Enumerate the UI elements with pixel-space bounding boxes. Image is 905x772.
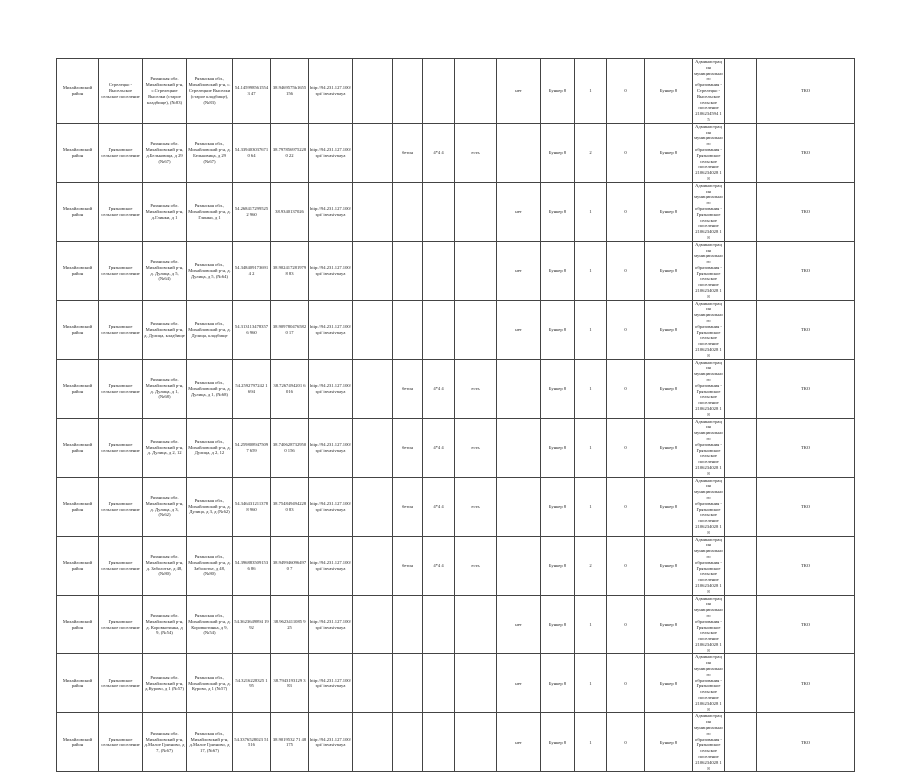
cell-bin-count: 2 <box>575 123 607 182</box>
cell-surface <box>393 654 423 713</box>
cell-covering: нет <box>497 300 541 359</box>
cell-area <box>423 713 455 772</box>
cell-fence: есть <box>455 477 497 536</box>
empty-cell <box>725 654 757 713</box>
empty-cell <box>353 477 393 536</box>
cell-location: Рязанская обл., Михайловский р-н, д. Дулица, д 3, д (№62) <box>187 477 233 536</box>
empty-cell <box>353 418 393 477</box>
cell-owner: Администрация муниципального образования - Грязновское сельское поселение 2106234028 1 8 <box>694 182 723 240</box>
cell-bin-type: Бункер 8 <box>541 123 575 182</box>
table-row <box>57 359 855 418</box>
cell-covering <box>497 359 541 418</box>
cell-location: Рязанская обл., Михайловский р-н, д. Заболотье, д 48, (№80) <box>187 536 233 595</box>
table-row <box>57 182 855 241</box>
cell-settlement: Грязновское сельское поселение <box>99 182 143 241</box>
empty-cell <box>725 59 757 124</box>
cell-fence <box>455 595 497 654</box>
cell-area <box>423 182 455 241</box>
cell-settlement: Грязновское сельское поселение <box>99 477 143 536</box>
cell-bin-type2: Бункер 8 <box>645 654 693 713</box>
cell-address: Рязанская обл. Михайловский р-н, д. Дулица, д 2, 12 <box>143 418 187 477</box>
cell-bin-type2: Бункер 8 <box>645 241 693 300</box>
cell-lat: 54.3623649894 19 92 <box>233 595 271 654</box>
cell-lon: 38.7406287329500 156 <box>271 418 309 477</box>
cell-address: Рязанская обл. Михайловский р-н, д. Дулица, д 5, (№64) <box>143 241 187 300</box>
cell-link: http://94.231.127.100/ spt/ invasivnaya <box>309 182 353 241</box>
cell-surface <box>393 59 423 124</box>
cell-link: http://94.231.127.100/ spt/ invasivnaya <box>309 359 353 418</box>
cell-location: Рязанская обл., Михайловский р-н, д. Глинки, д 1 <box>187 182 233 241</box>
cell-lon: 38.7267494201 6 016 <box>271 359 309 418</box>
cell-fence: есть <box>455 123 497 182</box>
cell-bin-volume: 0 <box>607 536 645 595</box>
cell-bin-type2: Бункер 8 <box>645 300 693 359</box>
cell-area <box>423 241 455 300</box>
cell-bin-volume: 0 <box>607 418 645 477</box>
cell-owner: Администрация муниципального образования - Грязновское сельское поселение 2106234028 1 8 <box>694 418 723 476</box>
cell-district: Михайловский район <box>57 654 99 713</box>
cell-bin-type: Бункер 8 <box>541 654 575 713</box>
empty-cell <box>353 59 393 124</box>
cell-bin-type: Бункер 8 <box>541 300 575 359</box>
cell-bin-type2: Бункер 8 <box>645 595 693 654</box>
empty-cell <box>353 182 393 241</box>
cell-link: http://94.231.127.100/ spt/ invasivnaya <box>309 59 353 124</box>
cell-lat: 54.3968835091536 86 <box>233 536 271 595</box>
cell-lat: 54.3216228325 1 95 <box>233 654 271 713</box>
cell-link: http://94.231.127.100/ spt/ invasivnaya <box>309 536 353 595</box>
cell-bin-count: 1 <box>575 595 607 654</box>
cell-bin-volume: 0 <box>607 654 645 713</box>
cell-lat: 54.2684172995252 960 <box>233 182 271 241</box>
cell-district: Михайловский район <box>57 359 99 418</box>
cell-address: Рязанская обл. Михайловский р-н, д. Дулица, д 3, (№62) <box>143 477 187 536</box>
cell-covering: нет <box>497 654 541 713</box>
cell-covering <box>497 536 541 595</box>
cell-bin-volume: 0 <box>607 300 645 359</box>
cell-settlement: Грязновское сельское поселение <box>99 123 143 182</box>
cell-surface: бетон <box>393 359 423 418</box>
cell-settlement: Грязновское сельское поселение <box>99 300 143 359</box>
cell-district: Михайловский район <box>57 123 99 182</box>
cell-location: Рязанская обл., Михайловский р-н, д. Дулица, д 5, (№64) <box>187 241 233 300</box>
cell-bin-type2: Бункер 8 <box>645 359 693 418</box>
cell-surface: бетон <box>393 418 423 477</box>
cell-bin-type: Бункер 8 <box>541 359 575 418</box>
cell-lat: 54.3131134783576 960 <box>233 300 271 359</box>
cell-area: 4*4 4 <box>423 123 455 182</box>
cell-settlement: Грязновское сельское поселение <box>99 536 143 595</box>
cell-sources: ТКО <box>757 182 855 241</box>
cell-lon: 38.9340137026 <box>271 182 309 241</box>
cell-area: 4*4 4 <box>423 418 455 477</box>
cell-surface: бетон <box>393 123 423 182</box>
cell-district: Михайловский район <box>57 182 99 241</box>
cell-sources: ТКО <box>757 654 855 713</box>
cell-settlement: Грязновское сельское поселение <box>99 359 143 418</box>
cell-area: 4*4 4 <box>423 536 455 595</box>
cell-sources: ТКО <box>757 713 855 772</box>
cell-location: Рязанская обл., Михайловский р-н, д.Малое Грязново, д 17, (№67) <box>187 713 233 772</box>
empty-cell <box>353 595 393 654</box>
cell-covering: нет <box>497 59 541 124</box>
cell-fence <box>455 654 497 713</box>
cell-bin-count: 1 <box>575 241 607 300</box>
empty-cell <box>725 713 757 772</box>
cell-sources: ТКО <box>757 300 855 359</box>
cell-surface <box>393 241 423 300</box>
cell-covering: нет <box>497 241 541 300</box>
cell-fence: есть <box>455 359 497 418</box>
cell-bin-volume: 0 <box>607 477 645 536</box>
empty-cell <box>353 536 393 595</box>
cell-sources: ТКО <box>757 241 855 300</box>
cell-bin-type2: Бункер 8 <box>645 182 693 241</box>
table-row <box>57 713 855 772</box>
cell-fence <box>455 300 497 359</box>
cell-fence: есть <box>455 418 497 477</box>
cell-owner: Администрация муниципального образования - Грязновское сельское поселение 2106234028 1 8 <box>694 241 723 299</box>
cell-owner: Администрация муниципального образования - Грязновское сельское поселение 2106234028 1 8 <box>694 595 723 653</box>
cell-fence <box>455 713 497 772</box>
cell-surface <box>393 182 423 241</box>
cell-bin-type2: Бункер 8 <box>645 59 693 124</box>
cell-bin-count: 1 <box>575 654 607 713</box>
cell-lon: 38.9623411085 9 25 <box>271 595 309 654</box>
cell-lon: 38.9019532 71 48 175 <box>271 713 309 772</box>
cell-link: http://94.231.127.100/ spt/ invasivnaya <box>309 241 353 300</box>
cell-settlement: Грязновское сельское поселение <box>99 241 143 300</box>
table-row <box>57 477 855 536</box>
cell-area <box>423 59 455 124</box>
cell-covering <box>497 418 541 477</box>
cell-bin-type: Бункер 8 <box>541 182 575 241</box>
cell-surface <box>393 595 423 654</box>
cell-bin-count: 1 <box>575 59 607 124</box>
cell-bin-type2: Бункер 8 <box>645 123 693 182</box>
cell-owner: Администрация муниципального образования - Грязновское сельское поселение 2106234028 1 8 <box>694 477 723 535</box>
cell-location: Рязанская обл., Михайловский р-н, д. Коровкотинка, д 9, (№54) <box>187 595 233 654</box>
cell-address: Рязанская обл. Михайловский р-н, с.Стрелецкие Выселки (старое кладбище), (№83) <box>143 59 187 124</box>
cell-lon: 38.7943193129 3 83 <box>271 654 309 713</box>
empty-cell <box>725 123 757 182</box>
cell-owner: Администрация муниципального образования - Грязновское сельское поселение 2106234028 1 8 <box>694 300 723 358</box>
cell-bin-volume: 0 <box>607 359 645 418</box>
cell-covering: нет <box>497 182 541 241</box>
cell-location: Рязанская обл., Михайловский р-н, д. Дулица, д 2, 12 <box>187 418 233 477</box>
cell-bin-volume: 0 <box>607 595 645 654</box>
empty-cell <box>725 536 757 595</box>
cell-link: http://94.231.127.100/ spt/ invasivnaya <box>309 477 353 536</box>
cell-fence <box>455 241 497 300</box>
cell-bin-type: Бункер 8 <box>541 477 575 536</box>
empty-cell <box>725 477 757 536</box>
cell-settlement: Грязновское сельское поселение <box>99 595 143 654</box>
cell-fence: есть <box>455 536 497 595</box>
cell-bin-type2: Бункер 8 <box>645 713 693 772</box>
cell-area <box>423 300 455 359</box>
cell-link: http://94.231.127.100/ spt/ invasivnaya <box>309 654 353 713</box>
cell-bin-count: 1 <box>575 713 607 772</box>
cell-lat: 54.3484091736914 2 <box>233 241 271 300</box>
cell-covering: нет <box>497 595 541 654</box>
empty-cell <box>353 300 393 359</box>
cell-district: Михайловский район <box>57 477 99 536</box>
cell-area <box>423 654 455 713</box>
cell-lat: 54.3464312113788 960 <box>233 477 271 536</box>
cell-district: Михайловский район <box>57 595 99 654</box>
cell-address: Рязанская обл. Михайловский р-н, д.Курово, д 1 (№57) <box>143 654 187 713</box>
cell-link: http://94.231.127.100/ spt/ invasivnaya <box>309 123 353 182</box>
cell-address: Рязанская обл. Михайловский р-н, д.Глинки, д 1 <box>143 182 187 241</box>
empty-cell <box>725 418 757 477</box>
cell-settlement: Грязновское сельское поселение <box>99 654 143 713</box>
cell-address: Рязанская обл. Михайловский р-н, д. Дулица, д 1, (№68) <box>143 359 187 418</box>
cell-bin-count: 1 <box>575 300 607 359</box>
empty-cell <box>353 359 393 418</box>
cell-lat: 54.2592797242 1 694 <box>233 359 271 418</box>
cell-bin-volume: 0 <box>607 59 645 124</box>
cell-owner: Администрация муниципального образования - Грязновское сельское поселение 2106234028 1 8 <box>694 536 723 594</box>
cell-district: Михайловский район <box>57 536 99 595</box>
cell-lat: 54.1459985615543 47 <box>233 59 271 124</box>
cell-bin-volume: 0 <box>607 713 645 772</box>
cell-lon: 38.9097804765820 17 <box>271 300 309 359</box>
cell-bin-count: 1 <box>575 418 607 477</box>
cell-area <box>423 595 455 654</box>
cell-sources: ТКО <box>757 536 855 595</box>
table-row <box>57 418 855 477</box>
empty-cell <box>353 123 393 182</box>
table-row <box>57 654 855 713</box>
cell-covering <box>497 123 541 182</box>
cell-sources: ТКО <box>757 477 855 536</box>
empty-cell <box>725 359 757 418</box>
cell-location: Рязанская обл., Михайловский р-н, д. Бельковица, д 29 (№67) <box>187 123 233 182</box>
cell-link: http://94.231.127.100/ spt/ invasivnaya <box>309 713 353 772</box>
cell-lon: 38.7548494942280 83 <box>271 477 309 536</box>
cell-bin-type2: Бункер 8 <box>645 477 693 536</box>
cell-bin-type2: Бункер 8 <box>645 418 693 477</box>
cell-covering: нет <box>497 713 541 772</box>
cell-bin-type2: Бункер 8 <box>645 536 693 595</box>
cell-address: Рязанская обл. Михайловский р-н, д. Дулица, кладбище <box>143 300 187 359</box>
cell-bin-count: 1 <box>575 182 607 241</box>
cell-sources: ТКО <box>757 359 855 418</box>
cell-bin-type: Бункер 8 <box>541 418 575 477</box>
cell-owner: Администрация муниципального образования - Грязновское сельское поселение 2106234028 1 8 <box>694 123 723 181</box>
cell-fence <box>455 59 497 124</box>
cell-district: Михайловский район <box>57 418 99 477</box>
empty-cell <box>725 182 757 241</box>
empty-cell <box>725 595 757 654</box>
cell-sources: ТКО <box>757 418 855 477</box>
cell-location: Рязанская обл., Михайловский р-н, с. Стрелецкие Выселки (старое кладбище), (№83) <box>187 59 233 124</box>
cell-settlement: Грязновское сельское поселение <box>99 713 143 772</box>
cell-bin-type: Бункер 8 <box>541 536 575 595</box>
cell-lat: 54.2598089475097 659 <box>233 418 271 477</box>
cell-fence <box>455 182 497 241</box>
cell-lat: 54.3376528023 51 516 <box>233 713 271 772</box>
cell-district: Михайловский район <box>57 300 99 359</box>
table-body <box>57 59 855 772</box>
cell-surface <box>393 713 423 772</box>
cell-settlement: Стрелецко - Высельское сельское поселение <box>99 59 143 124</box>
cell-address: Рязанская обл. Михайловский р-н, д.Малое Грязново, д 7, (№67) <box>143 713 187 772</box>
cell-owner: Администрация муниципального образования - Стрелецко - Высельское сельское поселение 2106234594 1 5 <box>694 59 723 122</box>
cell-bin-volume: 0 <box>607 241 645 300</box>
table-row <box>57 595 855 654</box>
cell-location: Рязанская обл., Михайловский р-н, д. Дулица, д 1, (№68) <box>187 359 233 418</box>
cell-location: Рязанская обл., Михайловский р-н, д. Дулица, кладбище <box>187 300 233 359</box>
empty-cell <box>725 300 757 359</box>
table-row <box>57 123 855 182</box>
cell-sources: ТКО <box>757 595 855 654</box>
cell-bin-count: 1 <box>575 359 607 418</box>
cell-lon: 38.9499460964970 7 <box>271 536 309 595</box>
empty-cell <box>353 713 393 772</box>
cell-bin-count: 1 <box>575 477 607 536</box>
cell-location: Рязанская обл., Михайловский р-н, д. Курово, д 1 (№57) <box>187 654 233 713</box>
cell-sources: ТКО <box>757 123 855 182</box>
cell-bin-type: Бункер 8 <box>541 59 575 124</box>
cell-lon: 38.7978569752280 22 <box>271 123 309 182</box>
cell-district: Михайловский район <box>57 713 99 772</box>
table-row <box>57 59 855 124</box>
cell-area: 4*4 4 <box>423 477 455 536</box>
cell-sources: ТКО <box>757 59 855 124</box>
cell-bin-type: Бункер 8 <box>541 241 575 300</box>
cell-settlement: Грязновское сельское поселение <box>99 418 143 477</box>
registry-table <box>56 58 855 772</box>
cell-bin-type: Бункер 8 <box>541 713 575 772</box>
cell-owner: Администрация муниципального образования - Грязновское сельское поселение 2106234028 1 8 <box>694 359 723 417</box>
cell-district: Михайловский район <box>57 59 99 124</box>
empty-cell <box>353 654 393 713</box>
cell-bin-volume: 0 <box>607 123 645 182</box>
cell-district: Михайловский район <box>57 241 99 300</box>
table-row <box>57 241 855 300</box>
cell-address: Рязанская обл. Михайловский р-н, д. Коровкотинка, д 9, (№54) <box>143 595 187 654</box>
cell-lat: 54.3394030376710 64 <box>233 123 271 182</box>
cell-lon: 38.9469575b1655 156 <box>271 59 309 124</box>
table-row <box>57 536 855 595</box>
cell-surface: бетон <box>393 477 423 536</box>
cell-link: http://94.231.127.100/ spt/ invasivnaya <box>309 300 353 359</box>
cell-owner: Администрация муниципального образования - Грязновское сельское поселение 2106234028 1 8 <box>694 654 723 712</box>
cell-lon: 38.9024172819798 83 <box>271 241 309 300</box>
empty-cell <box>725 241 757 300</box>
cell-owner: Администрация муниципального образования - Грязновское сельское поселение 2106234028 1 8 <box>694 713 723 771</box>
cell-bin-volume: 0 <box>607 182 645 241</box>
cell-surface <box>393 300 423 359</box>
cell-covering <box>497 477 541 536</box>
cell-address: Рязанская обл. Михайловский р-н, д.Бельковица, д 29 (№67) <box>143 123 187 182</box>
cell-bin-type: Бункер 8 <box>541 595 575 654</box>
cell-link: http://94.231.127.100/ spt/ invasivnaya <box>309 595 353 654</box>
cell-area: 4*4 4 <box>423 359 455 418</box>
empty-cell <box>353 241 393 300</box>
table-row <box>57 300 855 359</box>
cell-link: http://94.231.127.100/ spt/ invasivnaya <box>309 418 353 477</box>
cell-bin-count: 2 <box>575 536 607 595</box>
cell-surface: бетон <box>393 536 423 595</box>
cell-address: Рязанская обл. Михайловский р-н, д. Заболотье, д 48, (№80) <box>143 536 187 595</box>
